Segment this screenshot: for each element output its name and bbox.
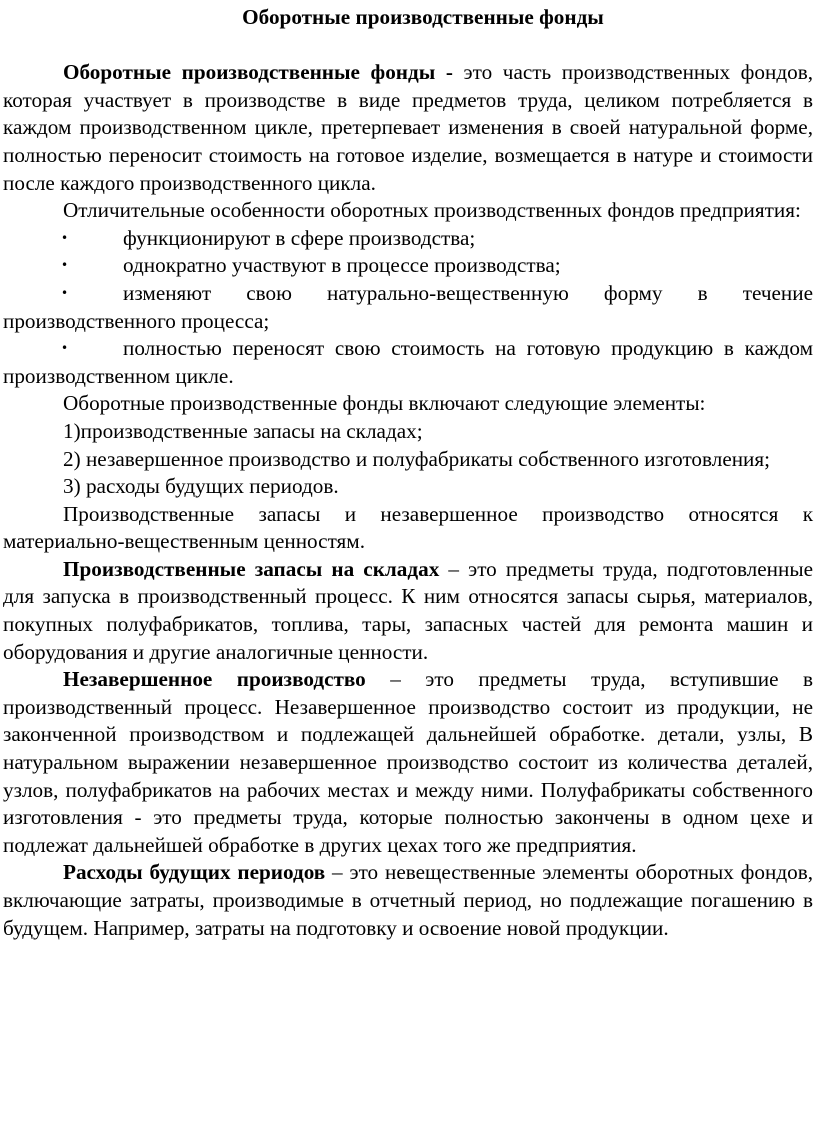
material-values-paragraph: Производственные запасы и незавершенное производство относятся к материально-вещественным ценностям.	[3, 501, 813, 554]
wip-term: Незавершенное производство	[63, 667, 366, 692]
features-intro: Отличительные особенности оборотных производственных фондов предприятия:	[63, 198, 801, 223]
list-item-text: полностью переносят свою стоимость на готовую продукцию в каждом производственном цикле.	[3, 336, 813, 388]
deferred-term: Расходы будущих периодов	[63, 860, 326, 885]
list-item-text: изменяют свою натурально-вещественную форму в течение производственного процесса;	[3, 280, 813, 333]
deferred-paragraph	[3, 859, 813, 942]
list-item-text: однократно участвуют в процессе производства;	[123, 253, 561, 278]
wip-paragraph	[3, 666, 813, 859]
bullet-icon: •	[61, 341, 69, 356]
features-list	[3, 225, 813, 391]
page-title: Оборотные производственные фонды	[242, 5, 604, 29]
element-item-stocks: 1)производственные запасы на складах;	[63, 418, 423, 443]
bullet-icon: •	[61, 285, 69, 300]
wip-text: – это предметы труда, вступившие в производственный процесс. Незавершенное производство состоит из продукции, не законченной производством и подлежащей дальнейшей обработке. детали, узлы, В натуральном выражении незавершенное производство состоит из количества деталей, узлов, полуфабрикатов на рабочих местах и между ними. Полуфабрикаты собственного изготовления - это предметы труда, которые полностью закончены в одном цехе и подлежат дальнейшей обработке в других цехах того же предприятия.	[3, 667, 813, 857]
element-item-deferred: 3) расходы будущих периодов.	[63, 474, 339, 499]
stocks-paragraph	[3, 556, 813, 666]
definition-paragraph	[3, 59, 813, 197]
bullet-icon: •	[61, 258, 69, 273]
definition-term: Оборотные производственные фонды -	[63, 60, 453, 85]
list-item-text: функционируют в сфере производства;	[123, 225, 476, 250]
stocks-text: – это предметы труда, подготовленные для запуска в производственный процесс. К ним относятся запасы сырья, материалов, покупных полуфабрикатов, топлива, тары, запасных частей для ремонта машин и оборудования и другие аналогичные ценности.	[3, 556, 813, 664]
list-item	[3, 225, 813, 253]
stocks-term: Производственные запасы на складах	[63, 556, 440, 581]
element-item-wip: 2) незавершенное производство и полуфабрикаты собственного изготовления;	[63, 446, 771, 471]
list-item	[3, 252, 813, 280]
definition-text: это часть производственных фондов, которая участвует в производстве в виде предметов труда, целиком потребляется в каждом производственном цикле, претерпевает изменения в своей натуральной форме, полностью переносит стоимость на готовое изделие, возмещается в натуре и стоимости после каждого производственного цикла.	[3, 60, 814, 195]
list-item	[3, 280, 813, 335]
list-item	[3, 335, 813, 390]
elements-intro: Оборотные производственные фонды включают следующие элементы:	[63, 391, 706, 416]
bullet-icon: •	[61, 230, 69, 245]
deferred-text: – это невещественные элементы оборотных фондов, включающие затраты, производимые в отчетный период, но подлежащие погашению в будущем. Например, затраты на подготовку и освоение новой продукции.	[3, 860, 813, 940]
